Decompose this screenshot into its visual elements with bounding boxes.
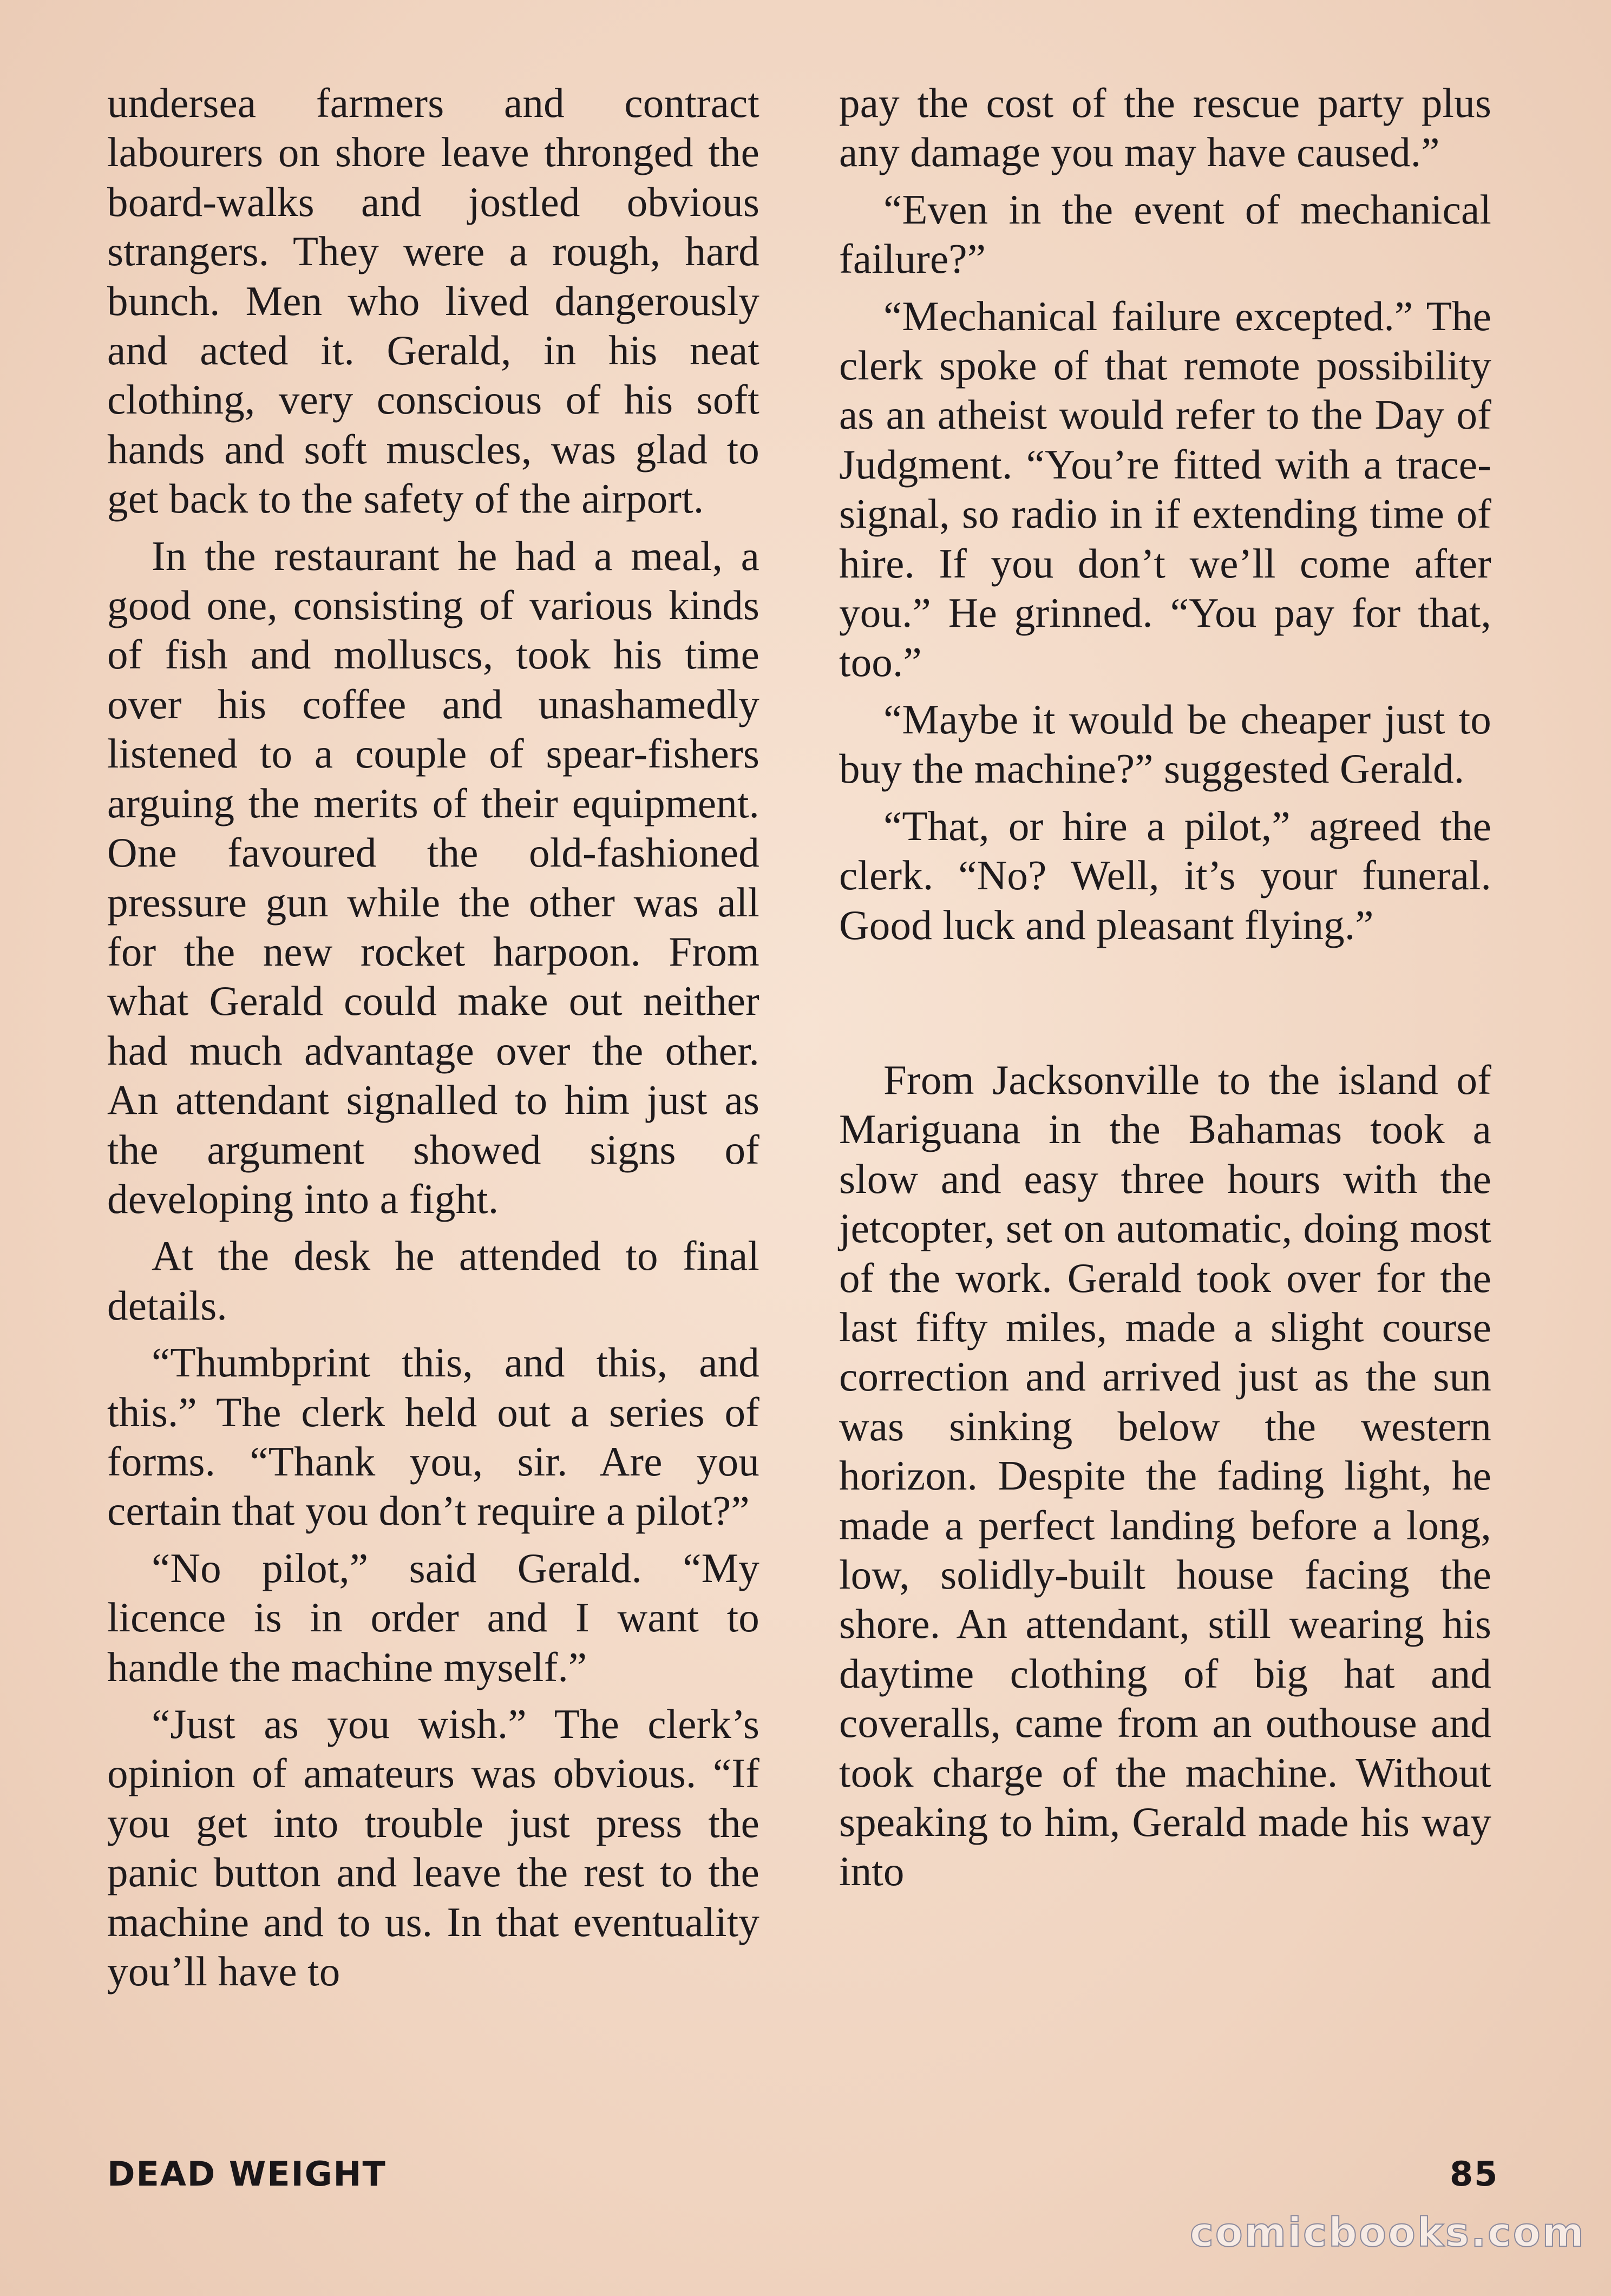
paragraph: “No pilot,” said Gerald. “My licence is in order and I want to handle the machine myself.”: [107, 1544, 759, 1690]
left-text-column: [107, 78, 759, 2004]
watermark: comicbooks.com: [1190, 2209, 1586, 2256]
paragraph: “That, or hire a pilot,” agreed the clerk. “No? Well, it’s your funeral. Good luck and pleasant flying.”: [839, 802, 1491, 948]
paragraph: “Maybe it would be cheaper just to buy the machine?” suggested Gerald.: [839, 696, 1491, 792]
paragraph: undersea farmers and contract labourers on shore leave thronged the board-walks and jostled obvious strangers. They were a rough, hard bunch. Men who lived dangerously and acted it. Gerald, in his neat clothing, very conscious of his soft hands and soft muscles, was glad to get back to the safety of the airport.: [107, 80, 759, 522]
paragraph: pay the cost of the rescue party plus any damage you may have caused.”: [839, 80, 1491, 176]
section-break: [839, 957, 1491, 1055]
paragraph: “Even in the event of mechanical failure?”: [839, 186, 1491, 283]
page-number: 85: [1450, 2154, 1499, 2194]
paragraph: In the restaurant he had a meal, a good one, consisting of various kinds of fish and molluscs, took his time over his coffee and unashamedly listened to a couple of spear-fishers arguing the merits of their equipment. One favoured the old-fashioned pressure gun while the other was all for the new rocket harpoon. From what Gerald could make out neither had much advantage over the other. An attendant signalled to him just as the argument showed signs of developing into a fight.: [107, 532, 759, 1222]
paragraph: “Mechanical failure excepted.” The clerk spoke of that remote possibility as an atheist would refer to the Day of Judgment. “You’re fitted with a trace-signal, so radio in if extending time of hire. If you don’t we’ll come after you.” He grinned. “You pay for that, too.”: [839, 292, 1491, 686]
paragraph: At the desk he attended to final details.: [107, 1232, 759, 1329]
running-footer-title: DEAD WEIGHT: [107, 2154, 387, 2194]
paragraph: “Thumbprint this, and this, and this.” The clerk held out a series of forms. “Thank you, sir. Are you certain that you don’t require a pilot?”: [107, 1339, 759, 1534]
paragraph: “Just as you wish.” The clerk’s opinion of amateurs was obvious. “If you get into trouble just press the panic button and leave the rest to the machine and to us. In that eventuality you’ll have to: [107, 1701, 759, 1995]
paragraph: From Jacksonville to the island of Mariguana in the Bahamas took a slow and easy three hours with the jetcopter, set on automatic, doing most of the work. Gerald took over for the last fifty miles, made a slight course correction and arrived just as the sun was sinking below the western horizon. Despite the fading light, he made a perfect landing before a long, low, solidly-built house facing the shore. An attendant, still wearing his daytime clothing of big hat and coveralls, came from an outhouse and took charge of the machine. Without speaking to him, Gerald made his way into: [839, 1056, 1491, 1895]
right-text-column: [839, 78, 1491, 1904]
